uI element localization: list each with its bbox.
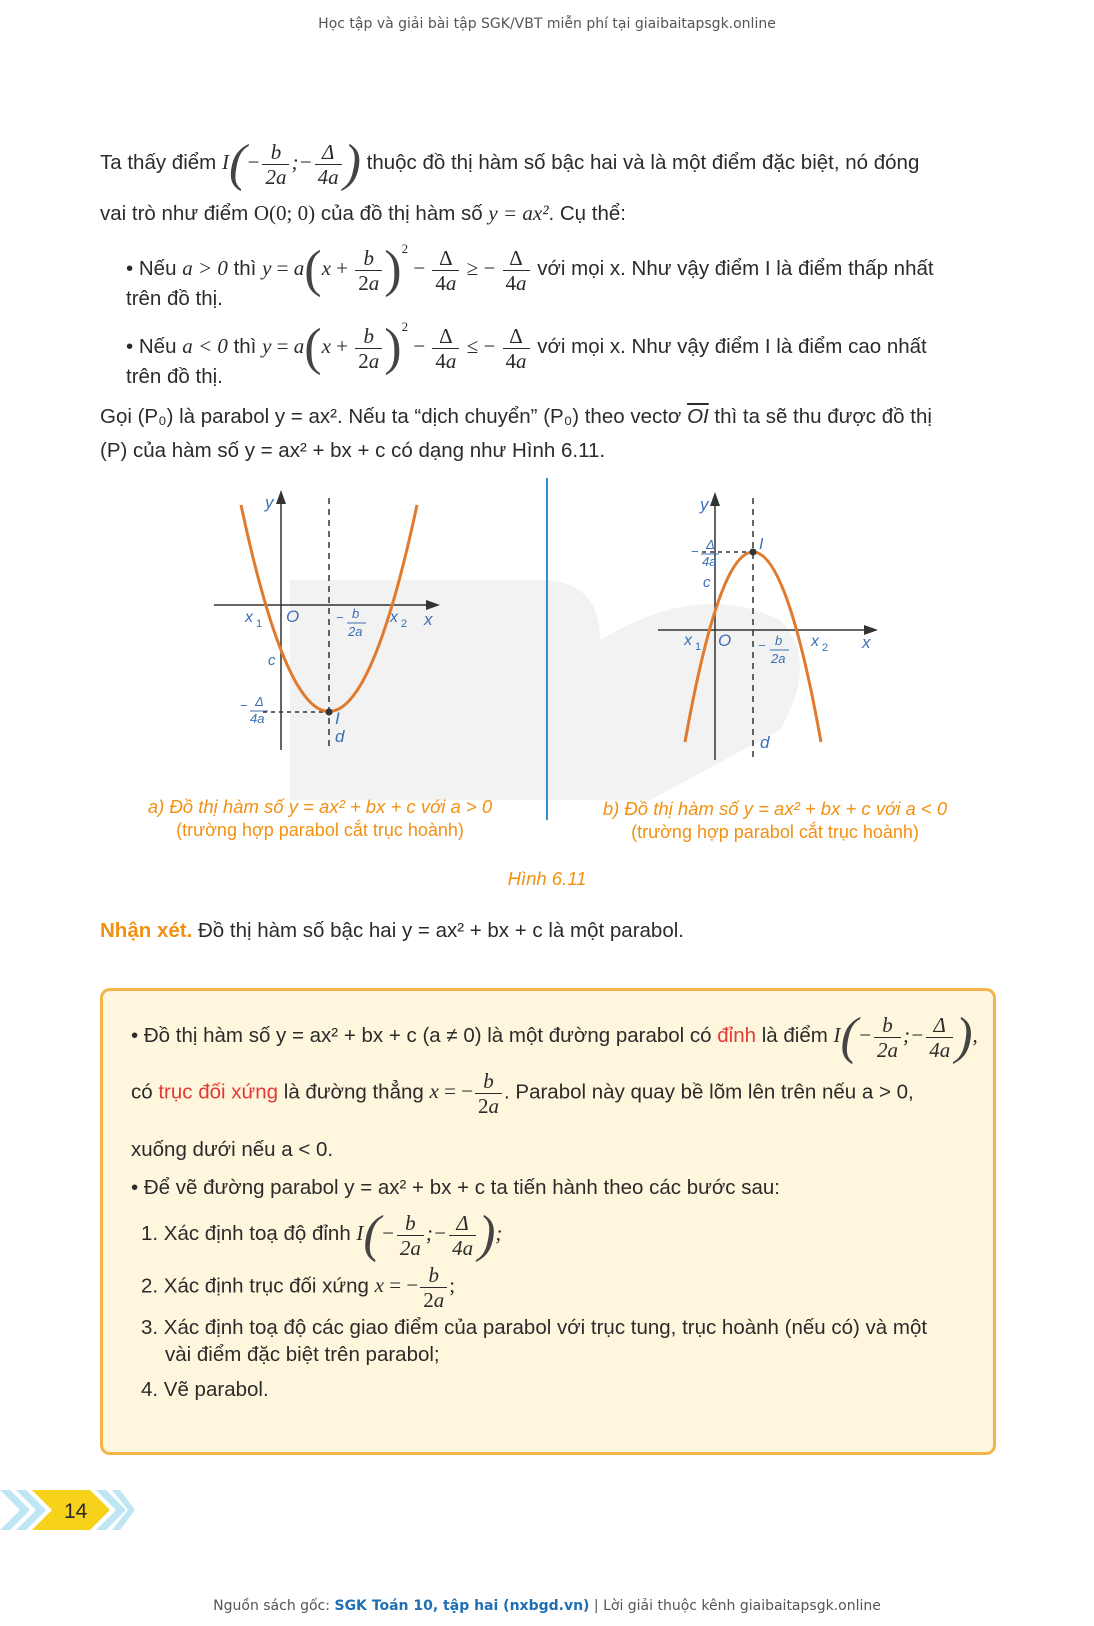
vertex-point: I(− $\frac{b}{2a}$ ;− $\frac{\Delta}{4a}$ ) xyxy=(221,135,361,192)
page-footer: Nguồn sách gốc: SGK Toán 10, tập hai (nxbgd.vn) | Lời giải thuộc kênh giaibaitapsgk.online xyxy=(213,1598,881,1614)
left-y-arrow xyxy=(276,490,286,504)
right-label-x2: x xyxy=(811,633,819,650)
right-vertex-dot xyxy=(750,549,757,556)
right-label-x: x xyxy=(862,633,871,652)
case-negative: • Nếu a < 0 thì y = a(x + $\frac{b}{2a}$ )$^2$ − $\frac{\Delta}{4a}$ ≤ − $\frac{\Delta}{4a}$ với mọi x. Như vậy điểm I là điểm cao nhất xyxy=(126,319,927,377)
page-number-badge xyxy=(0,1490,135,1530)
left-label-x2: x xyxy=(390,609,398,626)
caption-left-2: (trường hợp parabol cắt trục hoành) xyxy=(176,820,464,840)
caption-left-1: a) Đồ thị hàm số y = ax² + bx + c với a > 0 xyxy=(147,796,493,817)
vector-oi: $\overline{OI}$ xyxy=(687,405,709,428)
svg-text:4a: 4a xyxy=(250,711,265,726)
figure-title: Hình 6.11 xyxy=(507,868,587,889)
left-label-d: d xyxy=(335,727,345,746)
svg-text:4a: 4a xyxy=(702,554,717,569)
box-line-1: • Đồ thị hàm số y = ax² + bx + c (a ≠ 0) là một đường parabol có đỉnh là điểm I(− $\frac{b}{2a}$ ;− $\frac{\Delta}{4a}$ ), xyxy=(131,1008,978,1065)
left-label-sub1: 1 xyxy=(256,618,263,630)
left-label-minus-delta-over-4a xyxy=(240,694,268,726)
right-label-sub2: 2 xyxy=(822,642,829,654)
right-label-d: d xyxy=(760,733,770,752)
footer-source-link[interactable]: SGK Toán 10, tập hai (nxbgd.vn) xyxy=(334,1598,590,1614)
svg-text:2a: 2a xyxy=(348,624,363,639)
left-label-y: y xyxy=(265,493,274,512)
right-label-x1: x xyxy=(684,632,692,649)
svg-text:−: − xyxy=(691,544,699,559)
svg-text:Δ: Δ xyxy=(255,694,264,709)
page-header: Học tập và giải bài tập SGK/VBT miễn phí tại giaibaitapsgk.online xyxy=(318,16,776,32)
svg-text:−: − xyxy=(758,638,766,653)
left-label-x: x xyxy=(424,610,433,629)
left-label-o: O xyxy=(286,607,300,626)
right-label-sub1: 1 xyxy=(695,641,702,653)
summary-box xyxy=(100,988,996,1455)
box-step-4: 4. Vẽ parabol. xyxy=(141,1378,269,1401)
svg-text:−: − xyxy=(336,610,344,625)
left-vertex-dot xyxy=(326,709,333,716)
case-positive-end: trên đồ thị. xyxy=(126,287,223,310)
box-step-1: 1. Xác định toạ độ đỉnh I(− $\frac{b}{2a}$ ;− $\frac{\Delta}{4a}$ ); xyxy=(141,1206,503,1263)
box-step-2: 2. Xác định trục đối xứng x = − $\frac{b}{2a}$ ; xyxy=(141,1263,456,1312)
intro-line-2: vai trò như điểm O(0; 0) của đồ thị hàm số y = ax². Cụ thể: xyxy=(100,201,626,225)
box-step-3b: vài điểm đặc biệt trên parabol; xyxy=(165,1343,440,1366)
box-line-3: xuống dưới nếu a < 0. xyxy=(131,1138,334,1161)
caption-right-1: b) Đồ thị hàm số y = ax² + bx + c với a < 0 xyxy=(602,798,948,819)
box-step-3a: 3. Xác định toạ độ các giao điểm của parabol với trục tung, trục hoành (nếu có) và một xyxy=(141,1316,928,1339)
remark: Nhận xét. Đồ thị hàm số bậc hai y = ax² + bx + c là một parabol. xyxy=(100,919,684,942)
svg-text:b: b xyxy=(775,633,783,648)
caption-right-2: (trường hợp parabol cắt trục hoành) xyxy=(631,822,919,842)
left-label-i: I xyxy=(335,709,340,728)
para3-line-2: (P) của hàm số y = ax² + bx + c có dạng như Hình 6.11. xyxy=(100,439,606,462)
right-label-o: O xyxy=(718,631,732,650)
page-number: 14 xyxy=(64,1500,88,1523)
svg-text:b: b xyxy=(352,606,360,621)
right-label-i: I xyxy=(759,536,764,553)
svg-text:2a: 2a xyxy=(771,651,786,666)
left-label-sub2: 2 xyxy=(401,618,408,630)
right-label-c: c xyxy=(703,574,711,591)
case-negative-end: trên đồ thị. xyxy=(126,365,223,388)
watermark-shape-right xyxy=(600,604,800,800)
box-line-4: • Để vẽ đường parabol y = ax² + bx + c ta tiến hành theo các bước sau: xyxy=(131,1176,780,1199)
svg-text:−: − xyxy=(240,698,248,713)
svg-text:Δ: Δ xyxy=(706,537,715,552)
intro-line-1: Ta thấy điểm I(− $\frac{b}{2a}$ ;− $\frac{\Delta}{4a}$ ) thuộc đồ thị hàm số bậc hai và là một điểm đặc biệt, nó đóng xyxy=(100,135,920,192)
left-label-c: c xyxy=(268,652,276,669)
para3-line-1: Gọi (P₀) là parabol y = ax². Nếu ta “dịch chuyển” (P₀) theo vectơ $\overline{OI}$ thì ta sẽ thu được đồ thị xyxy=(100,405,932,428)
left-label-x1: x xyxy=(245,609,253,626)
case-positive: • Nếu a > 0 thì y = a(x + $\frac{b}{2a}$ )$^2$ − $\frac{\Delta}{4a}$ ≥ − $\frac{\Delta}{4a}$ với mọi x. Như vậy điểm I là điểm thấp nhất xyxy=(126,241,934,299)
right-label-y: y xyxy=(700,495,709,514)
box-line-2: có trục đối xứng là đường thẳng x = − $\frac{b}{2a}$ . Parabol này quay bề lõm lên trên nếu a > 0, xyxy=(131,1069,914,1118)
right-y-arrow xyxy=(710,492,720,506)
